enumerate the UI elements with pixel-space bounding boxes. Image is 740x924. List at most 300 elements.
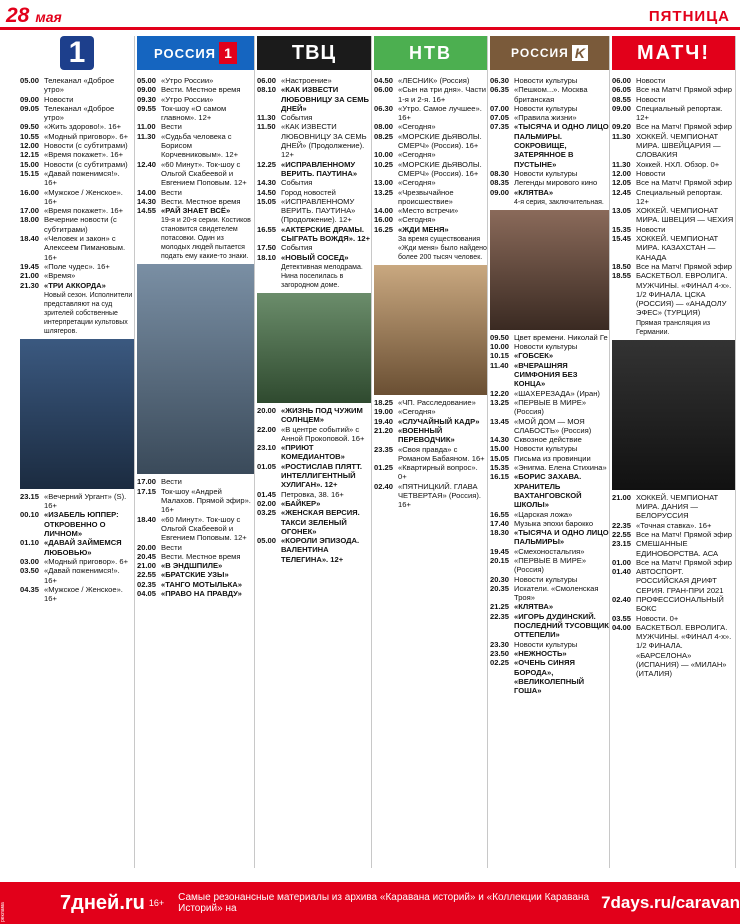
program-photo [257,293,371,403]
program-row[interactable] [137,85,254,94]
program-time: 23.10 [257,443,277,453]
program-row[interactable] [257,76,371,85]
program-row[interactable] [257,113,371,122]
program-title: Новости культуры [514,76,578,85]
program-title: «В ЭНДШПИЛЕ» [161,561,223,571]
program-row[interactable] [490,417,609,436]
footer-age: 16+ [148,898,165,908]
program-time: 17.40 [490,518,510,528]
program-row[interactable] [612,262,735,271]
program-row[interactable] [20,206,134,215]
program-time: 13.45 [490,416,510,426]
program-time: 09.05 [20,103,40,113]
program-title: Вести. Местное время [161,196,241,206]
program-time: 14.00 [374,206,394,216]
program-time: 01.25 [374,463,394,473]
program-title: «КЛЯТВА» [514,187,554,197]
program-title: Новости культуры [514,342,578,352]
program-title: Музыка эпохи барокко [514,518,594,528]
program-row[interactable] [137,580,254,589]
program-row[interactable] [257,462,371,490]
program-row[interactable] [490,463,609,472]
program-title: «НОВЫЙ СОСЕД» [281,252,349,262]
program-time: 23.30 [490,639,510,649]
program-time: 08.55 [612,94,632,104]
program-time: 18.30 [490,528,510,538]
program-title: «Точная ставка». 16+ [636,520,712,530]
program-time: 22.55 [612,529,632,539]
program-title: «Модный приговор». 6+ [44,556,129,566]
program-row[interactable] [490,389,609,398]
program-time: 16.00 [20,187,40,197]
program-time: 15.15 [20,168,40,178]
program-row[interactable] [374,150,487,159]
program-row[interactable] [374,178,487,187]
program-description: Детективная мелодрама. Нина поселилась в загородном доме. [281,263,363,289]
program-row[interactable] [20,95,134,104]
program-row[interactable] [20,281,134,290]
program-time: 11.30 [257,113,276,123]
program-row[interactable] [137,570,254,579]
program-title: «ТАНГО МОТЫЛЬКА» [161,579,243,589]
program-row[interactable] [374,122,487,131]
program-row[interactable] [490,435,609,444]
program-time: 17.50 [257,243,277,253]
program-time: 12.40 [137,159,157,169]
program-row[interactable] [137,76,254,85]
program-photo [612,340,735,490]
program-row[interactable] [490,547,609,556]
program-row[interactable] [374,407,487,416]
program-row[interactable] [257,197,371,225]
program-title: «Утро. Самое лучшее». 16+ [398,103,482,123]
program-row[interactable] [137,552,254,561]
program-row[interactable] [374,104,487,123]
program-row[interactable] [374,85,487,104]
program-title: Вечерние новости (с субтитрами) [44,215,117,234]
program-row[interactable] [20,557,134,566]
program-time: 02.40 [374,481,394,491]
program-time: 18.40 [137,514,157,524]
program-row[interactable] [137,122,254,131]
program-row[interactable] [490,658,609,695]
program-time: 23.35 [374,444,394,454]
program-time: 01.40 [612,567,632,577]
program-row[interactable] [374,132,487,151]
program-time: 02.40 [612,594,632,604]
program-time: 09.00 [20,94,40,104]
program-time: 14.30 [137,196,157,206]
program-time: 21.00 [137,561,157,571]
program-row[interactable] [20,492,134,511]
program-row[interactable] [137,477,254,486]
program-row[interactable] [20,262,134,271]
program-title: «ТРИ АККОРДА» [44,280,106,290]
program-title: Все на Матч! Прямой эфир [636,122,732,132]
program-row[interactable] [257,225,371,244]
program-row[interactable] [612,521,735,530]
program-row[interactable] [257,178,371,187]
program-title: «Энигма. Елена Стихина» [514,463,607,473]
program-title: «Своя правда» с Романом Бабаяном. 16+ [398,444,485,463]
program-title: «ТЫСЯЧА И ОДНО ЛИЦО ПАЛЬМИРЫ» [514,528,609,547]
program-row[interactable] [137,561,254,570]
program-title: Вести [161,542,182,552]
program-title: «В центре событий» с Анной Прокоповой. 16+ [281,424,365,443]
program-row[interactable] [490,85,609,104]
footer-url[interactable]: 7days.ru/caravan [601,893,740,912]
program-photo [490,210,609,330]
program-row[interactable] [490,640,609,649]
program-title: «ЖДИ МЕНЯ» [398,224,449,234]
channel-column [257,36,372,868]
channel-logo: 1 [60,36,94,70]
program-title: ХОККЕЙ. ЧЕМПИОНАТ МИРА. ДАНИЯ — БЕЛОРУССИЯ [636,492,719,521]
program-description: 19-я и 20-я серии. Костиков становится свидетелем потасовки. Один из молодых людей пытается подать ему какие-то знаки. [161,217,251,261]
program-row[interactable] [137,515,254,543]
program-time: 12.25 [257,159,277,169]
program-time: 20.45 [137,551,157,561]
program-time: 15.05 [257,196,277,206]
program-time: 20.35 [490,583,510,593]
program-title: Вести [161,187,182,197]
channel-column [20,36,135,868]
program-row[interactable] [490,444,609,453]
program-title: Новости [44,94,74,104]
program-row[interactable] [374,426,487,445]
program-time: 10.25 [374,159,394,169]
program-title: Город новостей [281,187,336,197]
program-time: 09.50 [20,122,40,132]
program-row[interactable] [490,122,609,168]
program-row[interactable] [612,76,735,85]
program-time: 18.50 [612,261,632,271]
program-row[interactable] [20,566,134,585]
program-row[interactable] [490,188,609,197]
program-row[interactable] [257,122,371,159]
program-row[interactable] [137,197,254,206]
program-title: «Поле чудес». 16+ [44,261,110,271]
program-row[interactable] [137,160,254,188]
program-time: 09.00 [612,103,632,113]
program-time: 09.30 [137,94,157,104]
program-title: «ГОБСЕК» [514,351,554,361]
program-time: 15.05 [490,453,510,463]
program-row[interactable] [257,406,371,425]
program-row[interactable] [257,253,371,262]
program-row[interactable] [374,215,487,224]
program-time: 09.00 [137,85,157,95]
program-time: 14.50 [257,187,277,197]
program-time: 06.30 [374,103,394,113]
program-row[interactable] [374,206,487,215]
program-row[interactable] [137,104,254,123]
program-title: События [281,113,313,123]
program-row[interactable] [612,95,735,104]
footer-text: Самые резонансные материалы из архива «Каравана историй» и «Коллекции Каравана Историй» на [178,892,590,914]
program-time: 08.10 [257,85,277,95]
program-title: Вести. Местное время [161,551,241,561]
program-row[interactable] [137,95,254,104]
program-row[interactable] [20,122,134,131]
program-row[interactable] [490,398,609,417]
program-row[interactable] [612,178,735,187]
program-title: Все на Матч! Прямой эфир [636,557,732,567]
program-time: 04.35 [20,584,40,594]
program-row[interactable] [612,85,735,94]
program-title: Новости культуры [514,639,578,649]
program-row[interactable] [374,445,487,464]
program-row[interactable] [490,351,609,360]
program-time: 02.25 [490,658,510,668]
program-time: 06.00 [374,85,394,95]
program-row[interactable] [490,454,609,463]
program-title: «ПЕРВЫЕ В МИРЕ» (Россия) [514,555,587,575]
program-time: 23.50 [490,648,510,658]
program-time: 06.00 [612,76,632,85]
program-title: «МОРСКИЕ ДЬЯВОЛЫ. СМЕРЧ» (Россия). 16+ [398,131,482,151]
program-row[interactable] [20,169,134,188]
program-row[interactable] [257,160,371,179]
program-row[interactable] [137,543,254,552]
program-title: Новости. 0+ [636,613,679,623]
program-title: «ЛЕСНИК» (Россия) [398,76,470,85]
program-title: Новости (с субтитрами) [44,141,128,151]
program-time: 12.00 [612,168,632,178]
program-time: 09.50 [490,332,510,342]
program-title: «Давай поженимся!». 16+ [44,168,120,188]
program-title: Телеканал «Доброе утро» [44,103,115,123]
program-title: Специальный репортаж. 12+ [636,103,723,123]
program-time: 03.25 [257,508,277,518]
program-row[interactable] [612,493,735,521]
program-row[interactable] [374,188,487,207]
program-row[interactable] [20,141,134,150]
program-row[interactable] [257,499,371,508]
program-time: 15.35 [612,224,632,234]
program-time: 23.15 [612,539,632,549]
program-row[interactable] [490,510,609,519]
program-row[interactable] [374,160,487,179]
program-row[interactable] [612,160,735,169]
program-time: 15.35 [490,463,510,473]
program-time: 11.30 [612,131,631,141]
program-time: 15.45 [612,234,632,244]
program-row[interactable] [257,536,371,564]
program-row[interactable] [490,602,609,611]
program-time: 18.00 [20,215,40,225]
program-title: «Место встречи» [398,206,459,216]
program-row[interactable] [137,589,254,598]
program-row[interactable] [374,482,487,510]
program-row[interactable] [137,206,254,215]
program-title: «Настроение» [281,76,332,85]
program-row[interactable] [490,113,609,122]
program-title: «БОРИС ЗАХАВА. ХРАНИТЕЛЬ ВАХТАНГОВСКОЙ ШКОЛЫ» [514,472,582,510]
program-time: 01.05 [257,461,277,471]
program-title: «Пешком...». Москва британская [514,85,588,104]
program-title: «ШАХЕРЕЗАДА» (Иран) [514,388,600,398]
program-row[interactable] [612,206,735,225]
program-row[interactable] [490,169,609,178]
program-row[interactable] [612,188,735,207]
program-row[interactable] [612,614,735,623]
program-row[interactable] [490,361,609,389]
program-time: 04.05 [137,589,157,599]
program-time: 05.00 [257,536,277,546]
program-photo [137,264,254,474]
program-row[interactable] [490,333,609,342]
program-row[interactable] [20,510,134,538]
program-row[interactable] [612,558,735,567]
program-title: Все на Матч! Прямой эфир [636,529,732,539]
program-row[interactable] [20,132,134,141]
program-row[interactable] [612,530,735,539]
program-row[interactable] [490,575,609,584]
program-row[interactable] [490,584,609,603]
program-time: 12.05 [612,178,632,188]
program-row[interactable] [612,623,735,679]
program-time: 03.50 [20,566,40,576]
program-row[interactable] [490,342,609,351]
footer-banner[interactable] [0,882,740,924]
program-time: 03.55 [612,613,632,623]
program-row[interactable] [612,271,735,317]
program-row[interactable] [257,425,371,444]
program-row[interactable] [20,160,134,169]
program-title: Вести. Местное время [161,85,241,95]
program-title: Новости [636,224,666,234]
program-row[interactable] [20,188,134,207]
program-time: 23.15 [20,491,40,501]
program-time: 06.30 [490,76,510,85]
program-row[interactable] [612,104,735,123]
program-title: «МОРСКИЕ ДЬЯВОЛЫ. СМЕРЧ» (Россия). 16+ [398,159,482,178]
program-row[interactable] [490,612,609,640]
program-row[interactable] [20,271,134,280]
program-time: 21.20 [374,425,394,435]
program-row[interactable] [612,122,735,131]
program-row[interactable] [490,528,609,547]
program-time: 22.55 [137,570,157,580]
program-time: 04.00 [612,622,632,632]
program-photo [374,265,487,395]
program-row[interactable] [20,76,134,95]
program-row[interactable] [612,169,735,178]
program-row[interactable] [257,443,371,462]
program-title: СМЕШАННЫЕ ЕДИНОБОРСТВА. АСА [636,539,719,558]
program-row[interactable] [374,225,487,234]
program-title: «ИСПРАВЛЕННОМУ ВЕРИТЬ. ПАУТИНА» (Продолжение). 12+ [281,196,356,225]
program-title: «Вечерний Ургант» (S). 16+ [44,491,127,511]
program-time: 17.00 [20,206,40,216]
program-title: «Модный приговор». 6+ [44,131,129,141]
program-title: «Утро России» [161,76,214,85]
program-row[interactable] [374,76,487,85]
program-row[interactable] [137,487,254,515]
program-title: «ТЫСЯЧА И ОДНО ЛИЦО ПАЛЬМИРЫ. СОКРОВИЩЕ, ЗАТЕРЯННОЕ В ПУСТЫНЕ» [514,122,609,169]
program-row[interactable] [257,188,371,197]
program-row[interactable] [20,150,134,159]
program-row[interactable] [257,243,371,252]
program-title: Ток-шоу «Андрей Малахов. Прямой эфир». 16+ [161,486,251,515]
program-time: 20.30 [490,574,510,584]
program-row[interactable] [374,398,487,407]
program-row[interactable] [490,556,609,575]
program-row[interactable] [490,76,609,85]
program-row[interactable] [257,85,371,113]
program-row[interactable] [257,508,371,536]
program-row[interactable] [20,538,134,557]
program-row[interactable] [612,234,735,262]
program-row[interactable] [374,463,487,482]
channel-logo-number: 1 [219,42,237,64]
program-description: Новый сезон. Исполнители представляют на суд зрителей собственные интерпретации культовых шлягеров. [44,291,133,335]
program-row[interactable] [612,225,735,234]
channel-logo: НТВ [409,42,452,63]
program-row[interactable] [490,472,609,509]
program-time: 06.05 [612,85,632,95]
program-row[interactable] [137,188,254,197]
channel-column [612,36,736,868]
program-time: 18.10 [257,252,277,262]
program-time: 02.35 [137,579,157,589]
program-row[interactable] [137,132,254,160]
program-title: «КОРОЛИ ЭПИЗОДА. ВАЛЕНТИНА ТЕЛЕГИНА». 12+ [281,536,360,564]
program-title: «Сегодня» [398,178,436,188]
program-title: Вести [161,477,182,487]
channel-logo: РОССИЯ [511,46,569,60]
program-row[interactable] [490,104,609,113]
program-row[interactable] [612,132,735,160]
channel-header [490,36,609,70]
program-photo [20,339,134,489]
page-header [0,0,740,30]
program-title: «КЛЯТВА» [514,602,554,612]
program-time: 03.00 [20,556,40,566]
program-time: 08.30 [490,168,510,178]
program-title: ХОККЕЙ. ЧЕМПИОНАТ МИРА. КАЗАХСТАН — КАНАДА [636,234,719,262]
program-title: «РАЙ ЗНАЕТ ВСЁ» [161,206,231,216]
program-title: «ЧП. Расследование» [398,398,476,408]
program-title: «Смехоностальгия» [514,546,585,556]
program-time: 11.30 [612,159,631,169]
program-time: 20.15 [490,555,510,565]
program-time: 22.35 [490,611,510,621]
program-time: 17.00 [137,477,157,487]
program-title: Письма из провинции [514,453,591,463]
program-row[interactable] [490,519,609,528]
program-time: 12.15 [20,150,40,160]
program-time: 15.00 [20,159,40,169]
program-row[interactable] [612,567,735,595]
program-row[interactable] [490,649,609,658]
program-row[interactable] [20,104,134,123]
program-row[interactable] [612,539,735,558]
program-row[interactable] [612,595,735,614]
program-row[interactable] [20,585,134,604]
program-row[interactable] [257,490,371,499]
program-row[interactable] [490,178,609,187]
program-title: Все на Матч! Прямой эфир [636,178,732,188]
program-title: Сквозное действие [514,435,582,445]
program-row[interactable] [20,215,134,234]
program-row[interactable] [20,234,134,262]
program-row[interactable] [374,417,487,426]
program-title: ХОККЕЙ. ЧЕМПИОНАТ МИРА. ШВЕЙЦАРИЯ — СЛОВАКИЯ [636,131,721,160]
program-title: «Давай поженимся!». 16+ [44,566,120,585]
program-time: 20.00 [257,405,277,415]
